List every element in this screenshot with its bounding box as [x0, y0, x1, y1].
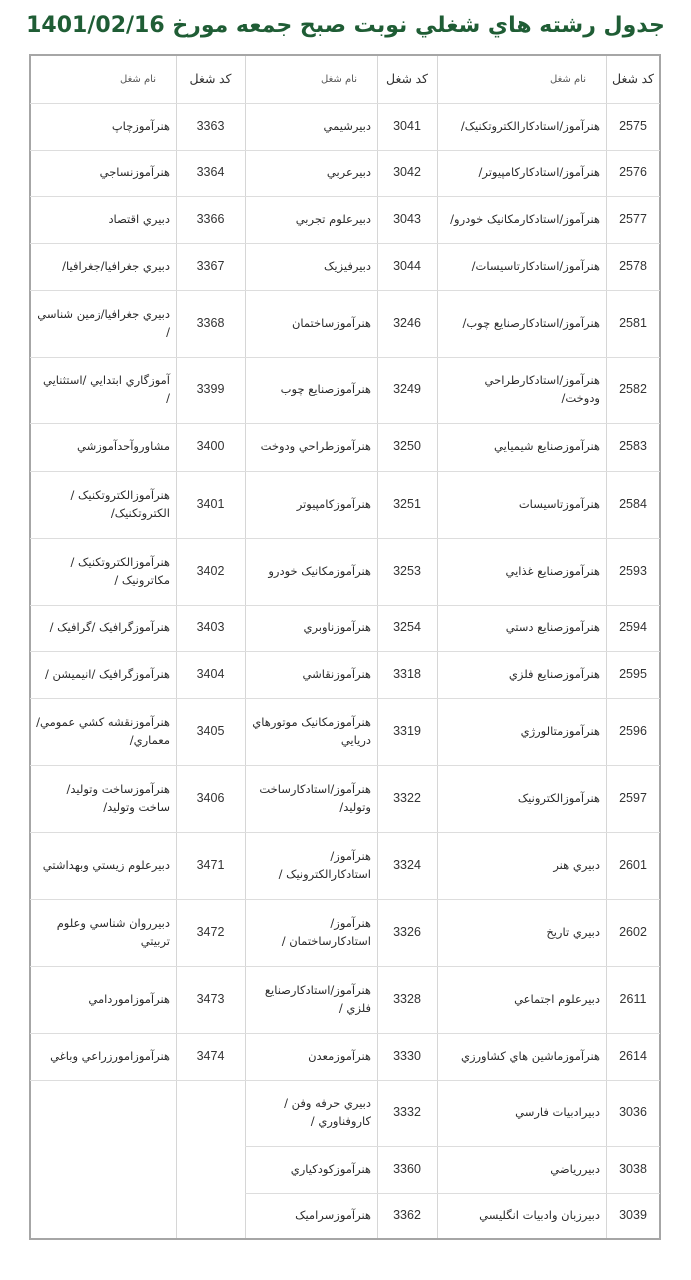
job-name-cell: هنرآموزمکانیک موتورهاي دریایي — [252, 714, 371, 747]
job-code-cell: 2581 — [619, 315, 647, 330]
job-code-cell: 2593 — [619, 563, 647, 578]
job-name-cell: هنرآموز/استادکارالکتروتکنیک/ — [460, 118, 600, 133]
job-name-cell: هنرآموزصنایع دستي — [505, 620, 600, 635]
job-name-cell: هنرآموز/استادکارتاسیسات/ — [471, 258, 600, 273]
job-name-cell: هنرآموزالکتروتکنیک / مکاترونیک / — [70, 554, 170, 587]
job-code-cell: 3362 — [393, 1207, 421, 1222]
job-code-cell: 3319 — [393, 723, 421, 738]
name-column-header: نام شغل — [120, 73, 156, 85]
job-code-cell: 3328 — [393, 991, 421, 1006]
job-code-cell: 3399 — [196, 382, 225, 397]
job-name-cell: هنرآموزگرافیک /گرافیک / — [49, 620, 170, 635]
job-name-cell: هنرآموزصنایع غذایي — [505, 563, 600, 578]
row-divider — [30, 1080, 245, 1081]
job-name-cell: هنرآموز/ استادکارالکترونیک / — [278, 848, 371, 881]
job-name-cell: هنرآموزصنایع چوب — [280, 382, 371, 397]
job-name-cell: هنرآموز/استادکارمکانیک خودرو/ — [450, 211, 600, 226]
job-code-cell: 2583 — [619, 439, 647, 454]
job-code-cell: 2611 — [619, 991, 647, 1006]
job-name-cell: دبیري جغرافیا/زمین شناسي / — [37, 306, 170, 339]
job-code-cell: 3251 — [393, 496, 421, 511]
job-name-cell: هنرآموزامورزراعي وباغي — [50, 1048, 170, 1063]
job-name-cell: دبیرادبیات فارسي — [515, 1105, 600, 1120]
job-name-cell: هنرآموز/استادکارکامپیوتر/ — [478, 165, 600, 180]
job-name-cell: هنرآموز/استادکارساخت وتولید/ — [259, 781, 371, 814]
job-code-cell: 3366 — [196, 211, 225, 226]
job-code-cell: 2596 — [619, 723, 647, 738]
job-name-cell: هنرآموزمکانیک خودرو — [268, 563, 371, 578]
job-code-cell: 3330 — [393, 1048, 421, 1063]
job-code-cell: 3043 — [393, 211, 421, 226]
job-code-cell: 3324 — [393, 857, 421, 872]
job-code-cell: 3326 — [393, 924, 421, 939]
job-name-cell: دبیرزبان وادبیات انگلیسي — [479, 1207, 600, 1222]
job-name-cell: هنرآموزکودکیاري — [290, 1161, 371, 1176]
job-name-cell: هنرآموزنقاشي — [302, 666, 371, 681]
job-name-cell: دبیرفیزیک — [324, 258, 371, 273]
job-code-cell: 3401 — [196, 496, 225, 511]
job-code-cell: 3364 — [196, 165, 225, 180]
job-name-cell: هنرآموزطراحي ودوخت — [260, 439, 371, 454]
page-title: جدول رشته هاي شغلي نوبت صبح جمعه مورخ 1401/02/16 — [26, 13, 665, 38]
job-name-cell: هنرآموزالکتروتکنیک / الکتروتکنیک/ — [70, 487, 170, 520]
job-name-cell: هنرآموز/استادکارطراحي ودوخت/ — [484, 373, 600, 405]
job-name-cell: هنرآموزکامپیوتر — [296, 496, 371, 511]
job-code-cell: 2614 — [619, 1048, 647, 1063]
job-code-cell: 3249 — [393, 382, 421, 397]
job-code-cell: 3402 — [196, 563, 225, 578]
job-name-cell: هنرآموزگرافیک /انیمیشن / — [44, 666, 170, 681]
job-code-cell: 2578 — [619, 258, 647, 273]
job-name-cell: دبیري تاریخ — [546, 924, 600, 939]
job-code-cell: 3474 — [196, 1048, 225, 1063]
job-name-cell: هنرآموزالکترونیک — [517, 790, 600, 805]
job-code-cell: 3254 — [393, 620, 421, 635]
code-column-header: کد شغل — [189, 71, 232, 86]
job-code-cell: 3042 — [393, 165, 421, 180]
job-name-cell: هنرآموزصنایع شیمیایي — [494, 439, 600, 454]
job-code-cell: 3471 — [196, 857, 225, 872]
job-name-cell: دبیرعلوم زیستي وبهداشتي — [42, 857, 170, 872]
job-name-cell: هنرآموز/ استادکارساختمان / — [281, 915, 371, 948]
job-name-cell: آموزگاري ابتدایي /استثنایي / — [43, 373, 170, 405]
job-code-cell: 3363 — [196, 118, 225, 133]
job-code-cell: 3246 — [393, 315, 421, 330]
job-code-cell: 3405 — [196, 723, 225, 738]
job-code-cell: 3044 — [393, 258, 421, 273]
job-name-cell: دبیري حرفه وفن / کاروفناوري / — [284, 1096, 371, 1128]
job-code-cell: 2602 — [619, 924, 647, 939]
job-code-cell: 2594 — [619, 620, 647, 635]
job-code-cell: 2595 — [619, 666, 647, 681]
job-code-cell: 2576 — [619, 165, 647, 180]
job-name-cell: هنرآموزسرامیک — [295, 1207, 371, 1222]
job-code-cell: 3253 — [393, 563, 421, 578]
job-code-cell: 3250 — [393, 439, 421, 454]
job-name-cell: هنرآموزتاسیسات — [518, 496, 600, 511]
job-code-cell: 3368 — [196, 315, 225, 330]
job-code-cell: 3041 — [393, 118, 421, 133]
job-code-cell: 3367 — [196, 258, 225, 273]
job-name-cell: دبیري جغرافیا/جغرافیا/ — [62, 258, 170, 273]
job-name-cell: هنرآموزنقشه کشي عمومي/ معماري/ — [36, 714, 170, 747]
job-name-cell: مشاوروآحدآموزشي — [77, 439, 170, 454]
job-name-cell: هنرآموزماشین هاي کشاورزي — [460, 1048, 600, 1063]
job-code-cell: 3473 — [196, 991, 225, 1006]
job-code-cell: 3400 — [196, 439, 225, 454]
job-name-cell: هنرآموز/استادکارصنایع چوب/ — [462, 315, 600, 330]
job-name-cell: دبیري هنر — [553, 857, 600, 872]
job-code-cell: 2577 — [619, 211, 647, 226]
job-code-cell: 2601 — [619, 857, 647, 872]
job-code-cell: 3406 — [196, 790, 225, 805]
name-column-header: نام شغل — [321, 73, 357, 85]
job-name-cell: هنرآموزصنایع فلزي — [508, 666, 600, 681]
job-name-cell: هنرآموزناوبري — [303, 620, 371, 635]
job-name-cell: هنرآموزامورد‌امي — [88, 991, 170, 1006]
job-name-cell: هنرآموزچاپ — [111, 118, 170, 133]
job-code-cell: 3332 — [393, 1105, 421, 1120]
job-code-cell: 2582 — [619, 382, 647, 397]
job-name-cell: هنرآموزساخت وتولید/ساخت وتولید/ — [66, 781, 170, 814]
job-code-cell: 2597 — [619, 790, 647, 805]
job-name-cell: هنرآموزنساجي — [99, 165, 170, 180]
job-code-cell: 3318 — [393, 666, 421, 681]
job-code-cell: 3472 — [196, 924, 225, 939]
job-code-cell: 3322 — [393, 790, 421, 805]
job-name-cell: هنرآموزمتالورژي — [520, 723, 600, 738]
job-name-cell: دبیرشیمي — [323, 118, 371, 133]
job-name-cell: دبیرعربي — [326, 165, 371, 180]
job-code-cell: 3404 — [196, 666, 225, 681]
job-code-cell: 3403 — [196, 620, 225, 635]
job-code-cell: 3036 — [619, 1105, 647, 1120]
code-column-header: کد شغل — [612, 71, 654, 86]
job-code-cell: 3038 — [619, 1161, 647, 1176]
job-name-cell: دبیرروان شناسي وعلوم تربیتي — [56, 915, 170, 948]
job-name-cell: دبیرعلوم تجربي — [295, 211, 371, 226]
job-name-cell: دبیرریاضي — [550, 1161, 600, 1176]
job-name-cell: دبیرعلوم اجتماعي — [514, 991, 600, 1006]
job-name-cell: هنرآموزساختمان — [291, 315, 371, 330]
code-column-header: کد شغل — [386, 71, 428, 86]
job-name-cell: هنرآموزمعدن — [308, 1048, 371, 1063]
name-column-header: نام شغل — [550, 73, 586, 85]
job-code-cell: 2584 — [619, 496, 647, 511]
job-code-cell: 3039 — [619, 1207, 647, 1222]
job-name-cell: دبیري اقتصاد — [108, 211, 170, 226]
job-code-cell: 2575 — [619, 118, 647, 133]
job-code-cell: 3360 — [393, 1161, 421, 1176]
job-name-cell: هنرآموز/استادکارصنایع فلزي / — [264, 982, 371, 1015]
